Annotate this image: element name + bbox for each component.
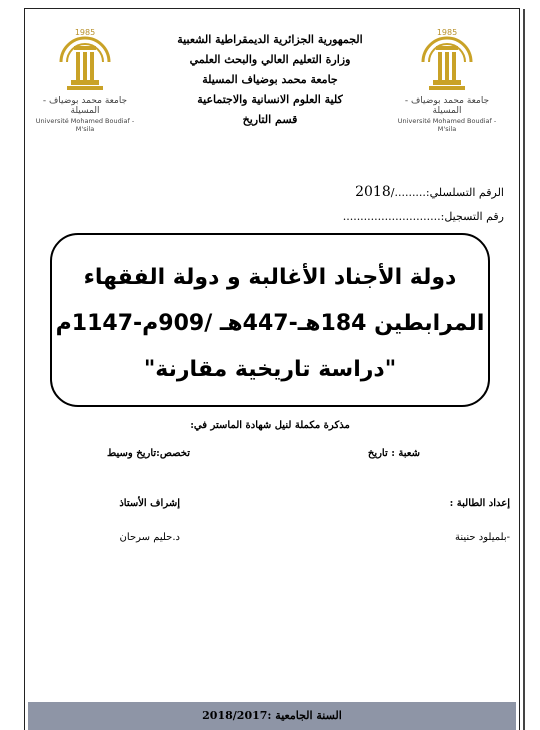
student-name: -بلميلود حنينة: [455, 532, 510, 543]
supervision-label: إشراف الأستاذ: [119, 498, 180, 509]
memo-statement: مذكرة مكملة لنيل شهادة الماستر في:: [190, 420, 350, 431]
academic-year-bar: السنة الجامعية :2018/2017: [28, 702, 516, 730]
registration-number-line: رقم التسجيل:............................: [342, 210, 504, 223]
institution-header: [150, 30, 390, 130]
logo-university-ar: جامعة محمد بوضياف - المسيلة: [404, 96, 490, 116]
title-line-2: المرابطين 184هـ-447هـ /909م-1147م: [55, 311, 485, 336]
university-logo-left: [30, 22, 140, 133]
serial-year: 2018: [355, 184, 391, 200]
logo-university-ar: جامعة محمد بوضياف - المسيلة: [42, 96, 128, 116]
logo-university-fr: Université Mohamed Boudiaf - M'sila: [35, 117, 135, 133]
title-line-1: دولة الأجناد الأغالبة و دولة الفقهاء: [83, 265, 457, 290]
ministry-line: وزارة التعليم العالي والبحث العلمي: [189, 53, 351, 66]
specialty-field: تخصص:تاريخ وسيط: [107, 448, 190, 459]
department-line: قسم التاريخ: [242, 113, 298, 126]
logo-year: 1985: [74, 28, 96, 37]
republic-line: الجمهورية الجزائرية الديمقراطية الشعبية: [177, 33, 363, 46]
serial-number-line: [355, 184, 504, 200]
faculty-line: كلية العلوم الانسانية والاجتماعية: [197, 93, 343, 106]
logo-university-fr: Université Mohamed Boudiaf - M'sila: [397, 117, 497, 133]
preparation-label: إعداد الطالبة :: [449, 498, 510, 509]
logo-year: 1985: [436, 28, 458, 37]
title-line-3: "دراسة تاريخية مقارنة": [143, 357, 397, 382]
thesis-title-box: [50, 233, 490, 407]
university-line: جامعة محمد بوضياف المسيلة: [202, 73, 338, 86]
supervisor-name: د.حليم سرحان: [119, 532, 180, 543]
serial-label: الرقم التسلسلي:........./: [390, 186, 504, 199]
branch-field: شعبة : تاريخ: [367, 448, 420, 459]
university-logo-right: [392, 22, 502, 133]
